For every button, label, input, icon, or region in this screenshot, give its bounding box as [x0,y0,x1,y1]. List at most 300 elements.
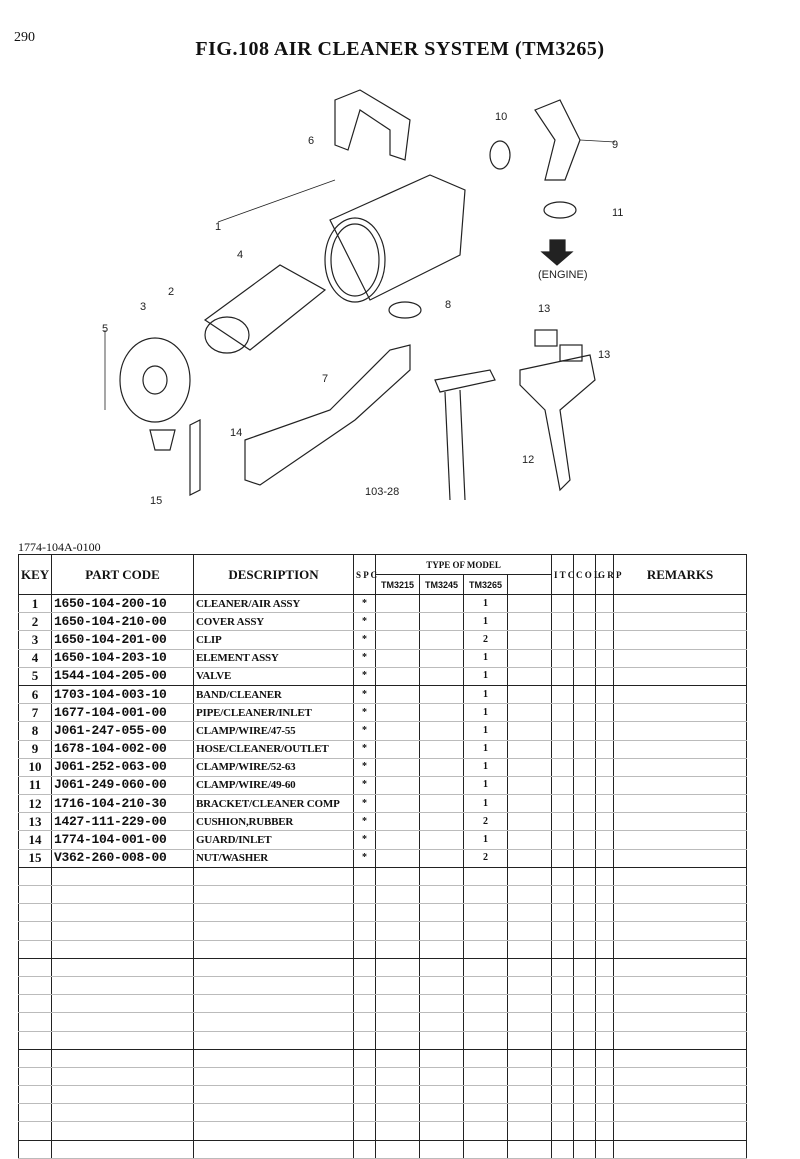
cell-qty [464,886,508,904]
table-row [19,667,747,685]
cell-code [52,1086,194,1104]
cell-desc: BRACKET/CLEANER COMP [194,795,354,813]
blank-row [19,1104,747,1122]
cell-qty [464,1122,508,1140]
cell-remarks [614,849,747,867]
cell-itc [552,685,574,703]
header-col: C O L [574,555,596,595]
blank-row [19,922,747,940]
cell-m4 [508,958,552,976]
cell-m2 [420,795,464,813]
cell-col [574,722,596,740]
cell-remarks [614,1086,747,1104]
cell-col [574,667,596,685]
cell-m2 [420,1122,464,1140]
cell-m1 [376,1086,420,1104]
table-row [19,613,747,631]
callout-1: 1 [215,221,222,233]
cell-m2 [420,867,464,885]
cell-key [19,1049,52,1067]
callout-5: 5 [102,323,109,335]
cell-code [52,1067,194,1085]
cell-itc [552,758,574,776]
cell-grp [596,740,614,758]
cell-itc [552,667,574,685]
cell-itc [552,631,574,649]
cell-itc [552,1067,574,1085]
cell-m4 [508,940,552,958]
cell-key [19,1104,52,1122]
cell-code [52,940,194,958]
cell-spc [354,958,376,976]
cell-desc: ELEMENT ASSY [194,649,354,667]
cell-m4 [508,1140,552,1158]
cell-col [574,976,596,994]
cell-code: 1703-104-003-10 [52,685,194,703]
cell-m1 [376,1031,420,1049]
cell-spc: * [354,740,376,758]
cell-col [574,758,596,776]
cell-m4 [508,795,552,813]
cell-col [574,867,596,885]
cell-desc: CLAMP/WIRE/47-55 [194,722,354,740]
cell-remarks [614,685,747,703]
cell-col [574,995,596,1013]
cell-col [574,1049,596,1067]
cell-grp [596,886,614,904]
cell-spc: * [354,831,376,849]
header-model-tm3265: TM3265 [464,575,508,595]
cell-remarks [614,740,747,758]
cell-m2 [420,1013,464,1031]
cell-grp [596,722,614,740]
cell-spc: * [354,667,376,685]
cell-itc [552,813,574,831]
cell-qty: 1 [464,685,508,703]
cell-desc [194,958,354,976]
cell-itc [552,795,574,813]
blank-row [19,1049,747,1067]
cell-key: 7 [19,704,52,722]
cell-qty: 2 [464,631,508,649]
cell-desc: VALVE [194,667,354,685]
cell-remarks [614,1031,747,1049]
cell-m4 [508,831,552,849]
cell-code [52,922,194,940]
callout-4: 4 [237,249,244,261]
cell-grp [596,1086,614,1104]
cell-key: 4 [19,649,52,667]
cell-m1 [376,849,420,867]
figure-title: FIG.108 AIR CLEANER SYSTEM (TM3265) [195,38,605,60]
cell-grp [596,795,614,813]
cell-m4 [508,740,552,758]
cell-qty [464,1013,508,1031]
diagram-callouts [102,111,623,507]
cell-grp [596,922,614,940]
cell-desc [194,1013,354,1031]
cell-m4 [508,1104,552,1122]
cell-key [19,1122,52,1140]
cell-m1 [376,976,420,994]
cell-m1 [376,940,420,958]
cell-col [574,613,596,631]
cell-spc: * [354,704,376,722]
blank-row [19,995,747,1013]
cell-spc: * [354,649,376,667]
cell-key [19,1086,52,1104]
callout-9: 9 [612,139,619,151]
cell-desc [194,1140,354,1158]
cell-grp [596,1104,614,1122]
cell-m4 [508,776,552,794]
cell-itc [552,613,574,631]
cell-m1 [376,1140,420,1158]
inlet-pipe-shape [245,345,410,485]
cell-spc: * [354,685,376,703]
cell-col [574,704,596,722]
cell-remarks [614,831,747,849]
parts-table [18,554,747,1159]
exploded-parts-diagram [90,80,650,520]
cell-code: 1716-104-210-30 [52,795,194,813]
cell-grp [596,813,614,831]
cell-code [52,886,194,904]
cell-grp [596,867,614,885]
cell-itc [552,1122,574,1140]
cell-spc [354,922,376,940]
cell-grp [596,976,614,994]
cell-m2 [420,667,464,685]
parts-table-body [19,595,747,1159]
cell-m1 [376,704,420,722]
header-itc: I T C [552,555,574,595]
cell-col [574,1140,596,1158]
cell-m1 [376,595,420,613]
cell-m4 [508,867,552,885]
cell-m4 [508,1067,552,1085]
cell-spc [354,886,376,904]
cell-itc [552,704,574,722]
cell-qty: 1 [464,722,508,740]
cell-qty: 1 [464,595,508,613]
element-shape [205,265,325,350]
cell-m1 [376,1104,420,1122]
cell-col [574,1031,596,1049]
cell-m2 [420,1140,464,1158]
cell-spc [354,995,376,1013]
cell-remarks [614,813,747,831]
cell-grp [596,849,614,867]
cell-spc [354,1122,376,1140]
cell-m1 [376,758,420,776]
blank-row [19,886,747,904]
cell-qty [464,904,508,922]
cell-m2 [420,685,464,703]
cell-m4 [508,613,552,631]
header-grp: G R P [596,555,614,595]
cell-desc: NUT/WASHER [194,849,354,867]
cell-qty [464,867,508,885]
cell-code: J061-252-063-00 [52,758,194,776]
cell-m2 [420,1049,464,1067]
blank-row [19,976,747,994]
cell-grp [596,958,614,976]
table-row [19,758,747,776]
cell-itc [552,849,574,867]
cell-m1 [376,1067,420,1085]
cell-m1 [376,922,420,940]
blank-row [19,940,747,958]
cell-key [19,922,52,940]
cell-itc [552,958,574,976]
cell-remarks [614,667,747,685]
cell-m2 [420,976,464,994]
cell-m1 [376,995,420,1013]
cell-key: 8 [19,722,52,740]
cell-col [574,776,596,794]
cell-m4 [508,976,552,994]
cell-m4 [508,649,552,667]
callout-103-28: 103-28 [365,486,400,498]
cell-desc [194,867,354,885]
cell-code: 1774-104-001-00 [52,831,194,849]
cell-m1 [376,685,420,703]
cell-col [574,849,596,867]
cell-col [574,886,596,904]
cell-desc: CUSHION,RUBBER [194,813,354,831]
cell-qty [464,1140,508,1158]
cell-itc [552,1086,574,1104]
callout-15: 15 [150,495,163,507]
cell-itc [552,1104,574,1122]
guard-shape [190,420,200,495]
cell-col [574,922,596,940]
cell-col [574,1067,596,1085]
cell-spc: * [354,813,376,831]
cell-remarks [614,922,747,940]
cell-qty [464,976,508,994]
cell-col [574,831,596,849]
cell-spc: * [354,776,376,794]
callout-6: 6 [308,135,315,147]
cell-desc [194,886,354,904]
cell-itc [552,867,574,885]
cell-col [574,595,596,613]
header-model-blank [508,575,552,595]
cell-m4 [508,1086,552,1104]
cell-key [19,995,52,1013]
cell-grp [596,1049,614,1067]
cell-qty [464,958,508,976]
cell-spc [354,1104,376,1122]
cell-key [19,904,52,922]
cleaner-body-shape [330,175,465,300]
cell-remarks [614,595,747,613]
cell-col [574,631,596,649]
cell-grp [596,704,614,722]
table-row [19,776,747,794]
cell-m4 [508,886,552,904]
blank-row [19,904,747,922]
cell-desc [194,1104,354,1122]
band-shape [335,90,410,160]
cell-grp [596,1067,614,1085]
cell-grp [596,613,614,631]
cell-key [19,976,52,994]
cell-qty [464,1049,508,1067]
callout-13b: 13 [598,349,611,361]
header-remarks: REMARKS [614,555,747,595]
cell-m1 [376,831,420,849]
cell-code [52,1013,194,1031]
cell-m4 [508,1049,552,1067]
cell-m1 [376,813,420,831]
cell-spc: * [354,631,376,649]
cell-itc [552,976,574,994]
page-number: 290 [14,30,35,45]
header-spc: S P C [354,555,376,595]
cell-m2 [420,1086,464,1104]
blank-row [19,1122,747,1140]
cell-remarks [614,886,747,904]
cell-m1 [376,1013,420,1031]
cell-m2 [420,831,464,849]
valve-shape [150,430,175,450]
cell-m1 [376,631,420,649]
cell-m1 [376,667,420,685]
cell-key: 5 [19,667,52,685]
cell-m4 [508,704,552,722]
cell-grp [596,631,614,649]
cell-key [19,886,52,904]
cell-col [574,685,596,703]
cell-grp [596,776,614,794]
cell-m2 [420,613,464,631]
header-model-tm3215: TM3215 [376,575,420,595]
cell-remarks [614,976,747,994]
cell-desc: HOSE/CLEANER/OUTLET [194,740,354,758]
cell-qty [464,1067,508,1085]
cell-m4 [508,849,552,867]
table-row [19,849,747,867]
cell-key: 1 [19,595,52,613]
cell-code [52,867,194,885]
cell-spc [354,1067,376,1085]
cell-desc [194,1122,354,1140]
cell-itc [552,922,574,940]
cell-m2 [420,740,464,758]
cell-itc [552,831,574,849]
cell-code [52,976,194,994]
cell-remarks [614,722,747,740]
cell-itc [552,995,574,1013]
cell-code [52,1031,194,1049]
cell-m4 [508,667,552,685]
cell-desc [194,995,354,1013]
header-key: KEY [19,555,52,595]
cell-key [19,958,52,976]
cell-desc: BAND/CLEANER [194,685,354,703]
cell-col [574,940,596,958]
cell-qty [464,1104,508,1122]
cell-key: 15 [19,849,52,867]
callout-3: 3 [140,301,147,313]
cell-m2 [420,595,464,613]
cell-remarks [614,795,747,813]
cell-grp [596,995,614,1013]
cell-remarks [614,867,747,885]
cell-key: 14 [19,831,52,849]
cell-col [574,1013,596,1031]
cell-key: 3 [19,631,52,649]
cell-code: 1650-104-210-00 [52,613,194,631]
cell-spc [354,1013,376,1031]
cell-qty [464,922,508,940]
cell-desc [194,1049,354,1067]
blank-row [19,1086,747,1104]
table-row [19,813,747,831]
cell-remarks [614,1049,747,1067]
table-row [19,685,747,703]
cell-remarks [614,958,747,976]
cell-m4 [508,631,552,649]
cell-code: 1544-104-205-00 [52,667,194,685]
cell-m1 [376,1049,420,1067]
cell-spc: * [354,595,376,613]
cell-remarks [614,649,747,667]
engine-label: (ENGINE) [538,269,588,281]
cell-m1 [376,613,420,631]
cell-desc [194,1067,354,1085]
cover-shape [120,338,190,422]
cell-remarks [614,1140,747,1158]
cell-key [19,1140,52,1158]
cell-m1 [376,886,420,904]
cleaner-body-opening [325,218,385,302]
cell-code [52,1049,194,1067]
outlet-hose-shape [535,100,580,180]
cell-grp [596,831,614,849]
cell-grp [596,685,614,703]
cell-key: 6 [19,685,52,703]
cell-col [574,649,596,667]
table-row [19,722,747,740]
cell-qty: 1 [464,831,508,849]
cell-desc [194,940,354,958]
blank-row [19,958,747,976]
cell-itc [552,740,574,758]
cell-code: J061-249-060-00 [52,776,194,794]
cell-qty [464,1031,508,1049]
cell-col [574,1104,596,1122]
cell-remarks [614,758,747,776]
cell-desc [194,1031,354,1049]
table-row [19,831,747,849]
cell-code: V362-260-008-00 [52,849,194,867]
cell-remarks [614,1122,747,1140]
cell-code: 1678-104-002-00 [52,740,194,758]
cell-key: 12 [19,795,52,813]
cell-m4 [508,995,552,1013]
callout-13a: 13 [538,303,551,315]
blank-row [19,1067,747,1085]
cell-qty: 1 [464,758,508,776]
cell-spc: * [354,722,376,740]
cell-remarks [614,940,747,958]
cell-code: 1650-104-200-10 [52,595,194,613]
cell-m1 [376,649,420,667]
